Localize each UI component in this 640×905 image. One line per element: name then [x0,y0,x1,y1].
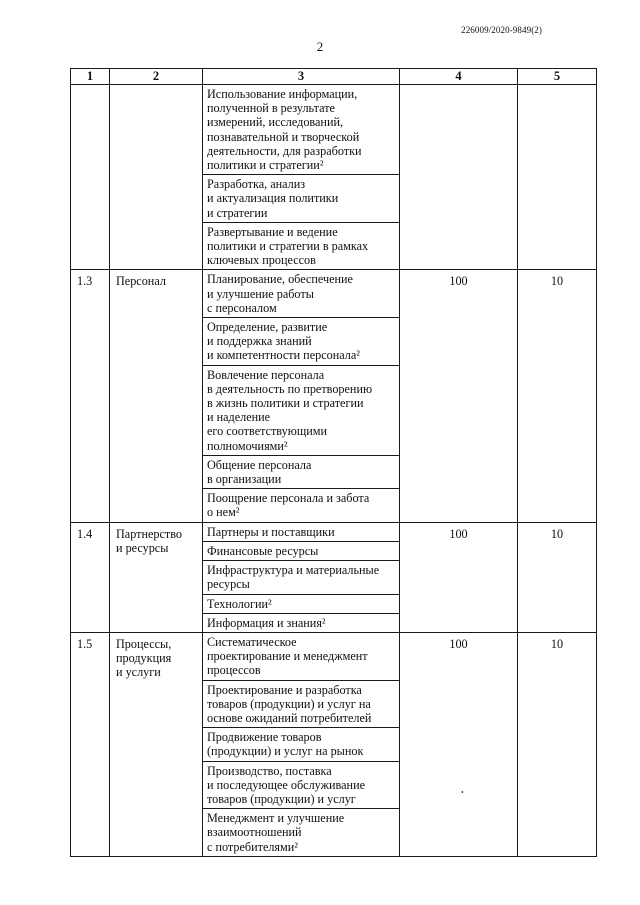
criterion-name-cell: Партнерство и ресурсы [110,522,203,632]
weight-cell: 10 [518,522,597,632]
subcriterion-item: Производство, поставка и последующее обслуживание товаров (продукции) и услуг [203,762,399,810]
row-number-cell: 1.4 [71,522,110,632]
subcriterion-item: Менеджмент и улучшение взаимоотношений с потребителями² [207,811,345,854]
row-number-cell [71,85,110,270]
row-number-cell: 1.3 [71,270,110,522]
criterion-name-cell: Процессы, продукция и услуги [110,632,203,856]
max-score-cell [400,85,518,270]
subcriteria-cell [203,632,400,856]
table-header-row [71,69,597,85]
subcriterion-item: Планирование, обеспечение и улучшение работы с персоналом [203,270,399,318]
subcriterion-item: Вовлечение персонала в деятельность по претворению в жизнь политики и стратегии и наделение его соответствующими полномочиями² [203,366,399,456]
weight-cell [518,85,597,270]
subcriterion-item: Использование информации, полученной в результате измерений, исследований, познавательной и творческой деятельности, для разработки политики и стратегии² [203,85,399,175]
subcriterion-item: Продвижение товаров (продукции) и услуг на рынок [203,728,399,761]
subcriterion-item: Систематическое проектирование и менеджмент процессов [203,633,399,681]
subcriteria-cell [203,85,400,270]
subcriterion-item: Определение, развитие и поддержка знаний и компетентности персонала² [203,318,399,366]
table-row [71,270,597,522]
weight-cell: 10 [518,270,597,522]
document-number: 226009/2020-9849(2) [461,25,542,35]
table-row [71,85,597,270]
table-row [71,632,597,856]
subcriterion-item: Разработка, анализ и актуализация политики и стратегии [203,175,399,223]
scan-speck: • [461,788,464,797]
criteria-table [70,68,597,857]
subcriterion-item: Развертывание и ведение политики и стратегии в рамках ключевых процессов [207,224,369,268]
max-score-cell: 100 [400,270,518,522]
max-score-cell: 100 [400,632,518,856]
weight-cell: 10 [518,632,597,856]
row-number-cell: 1.5 [71,632,110,856]
subcriterion-item: Финансовые ресурсы [203,542,399,561]
subcriteria-cell [203,522,400,632]
subcriteria-cell [203,270,400,522]
subcriterion-item: Поощрение персонала и забота о нем² [207,491,370,520]
subcriterion-item: Партнеры и поставщики [203,523,399,542]
max-score-cell: 100 [400,522,518,632]
subcriterion-item: Инфраструктура и материальные ресурсы [203,561,399,594]
subcriterion-item: Общение персонала в организации [203,456,399,489]
column-header: 1 [71,69,110,85]
table-row [71,522,597,632]
column-header: 2 [110,69,203,85]
column-header: 4 [400,69,518,85]
page-number: 2 [316,39,324,54]
subcriterion-item: Технологии² [203,595,399,614]
criterion-name-cell [110,85,203,270]
column-header: 3 [203,69,400,85]
column-header: 5 [518,69,597,85]
table-body [71,85,597,857]
subcriterion-item: Проектирование и разработка товаров (продукции) и услуг на основе ожиданий потребителей [203,681,399,729]
criterion-name-cell: Персонал [110,270,203,522]
subcriterion-item: Информация и знания² [207,615,326,630]
